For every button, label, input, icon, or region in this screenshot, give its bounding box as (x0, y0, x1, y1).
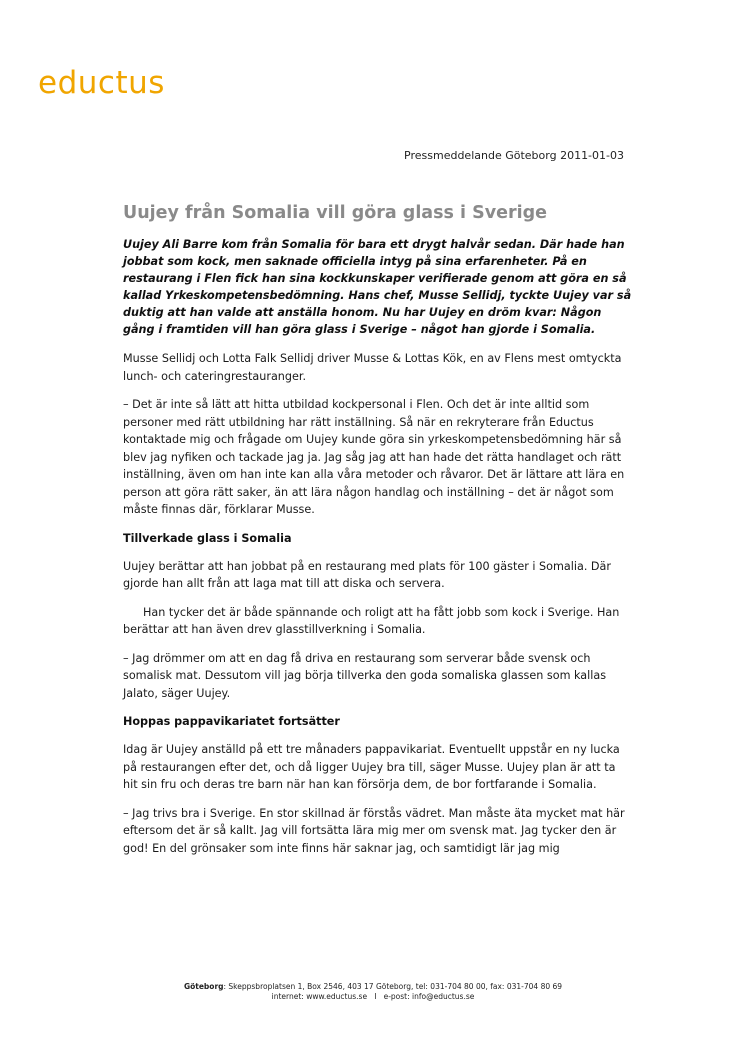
article-title: Uujey från Somalia vill göra glass i Sverige (123, 203, 548, 223)
subheading-1: Tillverkade glass i Somalia (123, 531, 292, 545)
eductus-logo: eductus (38, 65, 165, 101)
footer-address: : Skeppsbroplatsen 1, Box 2546, 403 17 Göteborg, tel: 031-704 80 00, fax: 031-704 80 69 (223, 982, 563, 991)
paragraph-1: Musse Sellidj och Lotta Falk Sellidj driver Musse & Lottas Kök, en av Flens mest omtyckta lunch- och cateringrestauranger. (123, 352, 622, 383)
paragraph-2: – Det är inte så lätt att hitta utbildad kockpersonal i Flen. Och det är inte alltid som personer med rätt utbildning har rätt inställning. Så när en rekryterare från Eductus kontaktade mig och frågade om Uujey kunde göra sin yrkeskompetensbedömning här så blev jag nyfiken och tackade jag ja. Jag såg jag att han hade det rätta handlaget och rätt inställning, även om han inte kan alla våra metoder och råvaror. Det är lättare att lära en person att göra rätt saker, än att lära någon handlag och inställning – det är något som måste finnas där, förklarar Musse. (123, 398, 625, 516)
footer-city: Göteborg (183, 982, 224, 991)
press-release-dateline: Pressmeddelande Göteborg 2011-01-03 (404, 149, 624, 162)
footer-contact-line (0, 992, 746, 1002)
footer-address-line (0, 982, 746, 992)
paragraph-7: – Jag trivs bra i Sverige. En stor skillnad är förstås vädret. Man måste äta mycket mat här eftersom det är så kallt. Jag vill fortsätta lära mig mer om svensk mat. Jag tycker den är god! En del grönsaker som inte finns här saknar jag, och samtidigt lär jag mig (123, 806, 625, 855)
paragraph-5: – Jag drömmer om att en dag få driva en restaurang som serverar både svensk och somalisk mat. Dessutom vill jag börja tillverka den goda somaliska glassen som kallas Jalato, säger Uujey. (123, 651, 607, 700)
subheading-2: Hoppas pappavikariatet fortsätter (123, 715, 340, 728)
paragraph-6: Idag är Uujey anställd på ett tre månaders pappavikariat. Eventuellt uppstår en ny lucka på restaurangen efter det, och då ligger Uujey bra till, säger Musse. Uujey plan är att ta hit sin fru och deras tre barn när han kan försörja dem, de bor fortfarande i Somalia. (123, 743, 620, 791)
paragraph-4: Han tycker det är både spännande och roligt att ha fått jobb som kock i Sverige. Han berättar att han även drev glasstillverkning i Somalia. (123, 605, 620, 636)
footer-email: e-post: info@eductus.se (383, 992, 475, 1001)
paragraph-3: Uujey berättar att han jobbat på en restaurang med plats för 100 gäster i Somalia. Där gjorde han allt från att laga mat till att diska och servera. (123, 559, 611, 590)
page-footer (0, 982, 746, 1002)
article-body (123, 203, 633, 868)
footer-separator: I (374, 992, 377, 1001)
footer-web: internet: www.eductus.se (271, 992, 368, 1001)
article-lead: Uujey Ali Barre kom från Somalia för bara ett drygt halvår sedan. Där hade han jobbat som kock, men saknade officiella intyg på sina erfarenheter. På en restaurang i Flen fick han sina kockkunskaper verifierade genom att göra en så kallad Yrkeskompetensbedömning. Hans chef, Musse Sellidj, tyckte Uujey var så duktig att han valde att anställa honom. Nu har Uujey en dröm kvar: Någon gång i framtiden vill han göra glass i Sverige – något han gjorde i Somalia. (123, 238, 632, 336)
